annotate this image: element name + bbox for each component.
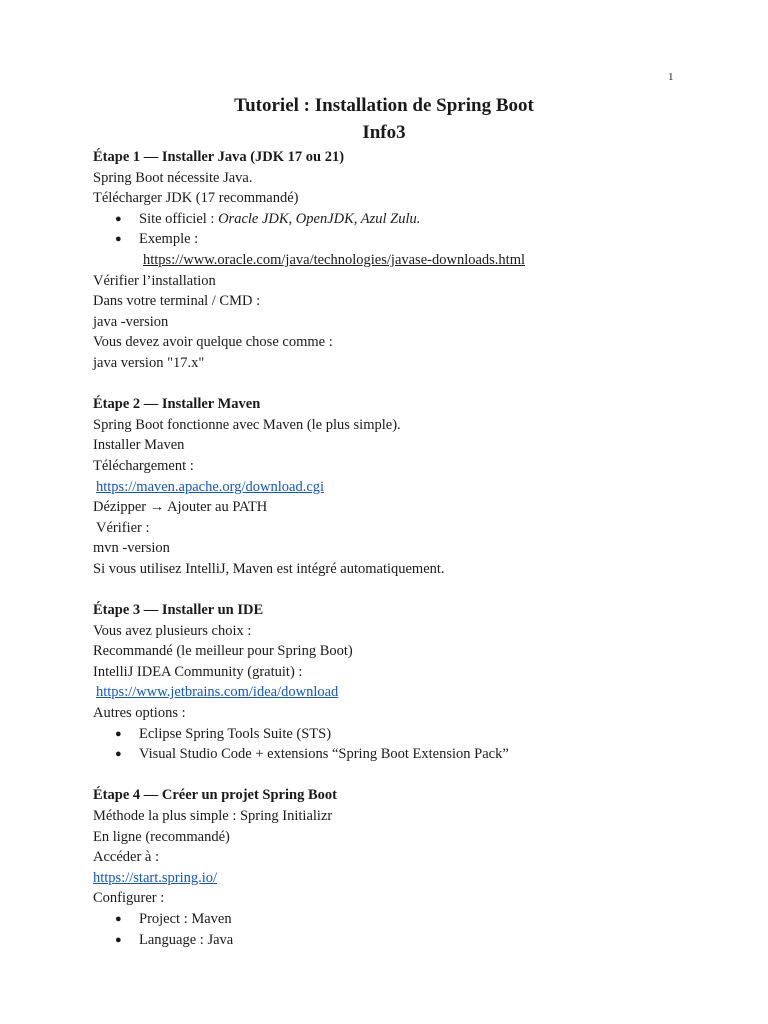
step1-line: Dans votre terminal / CMD : [93, 293, 261, 310]
title-block [0, 92, 768, 146]
step3-line: Vous avez plusieurs choix : [93, 622, 252, 639]
bullet-text: Language : Java [139, 931, 234, 948]
step1-line: Spring Boot nécessite Java. [93, 169, 253, 186]
list-item [115, 724, 733, 745]
bullet-text: Project : Maven [139, 910, 232, 927]
step1-line: Vous devez avoir quelque chose comme : [93, 334, 333, 351]
list-item [115, 744, 733, 765]
list-item [115, 909, 733, 930]
step1-bullet-list [93, 209, 733, 250]
bullet-italic-text: Oracle JDK, OpenJDK, Azul Zulu. [218, 210, 421, 227]
step1-output: java version "17.x" [93, 354, 205, 371]
step2-line: Téléchargement : [93, 457, 194, 474]
list-item [115, 930, 733, 951]
step2-line: Installer Maven [93, 437, 185, 454]
step2-line: Spring Boot fonctionne avec Maven (le plus simple). [93, 416, 401, 433]
step4-line: Méthode la plus simple : Spring Initializr [93, 808, 333, 824]
bullet-icon: ● [115, 912, 122, 925]
step2-heading: Étape 2 — Installer Maven [93, 396, 261, 413]
step3-line: IntelliJ IDEA Community (gratuit) : [93, 663, 303, 680]
list-item [115, 229, 733, 250]
step4-bullet-list [93, 909, 733, 950]
step1-heading: Étape 1 — Installer Java (JDK 17 ou 21) [93, 149, 345, 165]
bullet-icon: ● [115, 748, 122, 761]
bullet-icon: ● [115, 727, 122, 740]
step3-bullet-list [93, 724, 733, 765]
step4-heading: Étape 4 — Créer un projet Spring Boot [93, 787, 337, 804]
jetbrains-download-link[interactable]: https://www.jetbrains.com/idea/download [96, 684, 339, 701]
bullet-text: Eclipse Spring Tools Suite (STS) [139, 725, 332, 742]
step3-line: Recommandé (le meilleur pour Spring Boot) [93, 643, 353, 660]
maven-download-link[interactable]: https://maven.apache.org/download.cgi [96, 478, 325, 495]
step2-line: Vérifier : [96, 519, 150, 536]
oracle-download-link[interactable]: https://www.oracle.com/java/technologies/javase-downloads.html [143, 251, 526, 268]
step4-line: Configurer : [93, 890, 165, 907]
spring-initializr-link[interactable]: https://start.spring.io/ [93, 869, 218, 886]
page-title: Tutoriel : Installation de Spring Boot [234, 95, 534, 116]
bullet-text: Site officiel : [139, 210, 219, 227]
bullet-icon: ● [115, 233, 122, 246]
step1-line: Vérifier l’installation [93, 272, 216, 289]
step4-line: Accéder à : [93, 849, 160, 866]
step3-line: Autres options : [93, 705, 186, 722]
list-item [115, 209, 733, 230]
step1-section [93, 147, 733, 374]
step2-line: Si vous utilisez IntelliJ, Maven est intégré automatiquement. [93, 560, 445, 577]
step2-section [93, 394, 733, 579]
step1-command: java -version [93, 313, 169, 330]
step2-command: mvn -version [93, 540, 170, 557]
step3-heading: Étape 3 — Installer un IDE [93, 602, 264, 619]
step1-line: Télécharger JDK (17 recommandé) [93, 190, 299, 207]
bullet-icon: ● [115, 212, 122, 225]
bullet-icon: ● [115, 933, 122, 946]
step3-section [93, 600, 733, 765]
step4-section [93, 785, 733, 950]
step4-line: En ligne (recommandé) [93, 828, 230, 845]
bullet-text: Visual Studio Code + extensions “Spring Boot Extension Pack” [139, 746, 509, 763]
document-body [93, 147, 733, 971]
bullet-text: Exemple : [139, 231, 199, 248]
page-subtitle: Info3 [362, 122, 406, 143]
page-number: 1 [668, 71, 674, 83]
step2-line: Dézipper → Ajouter au PATH [93, 499, 268, 516]
